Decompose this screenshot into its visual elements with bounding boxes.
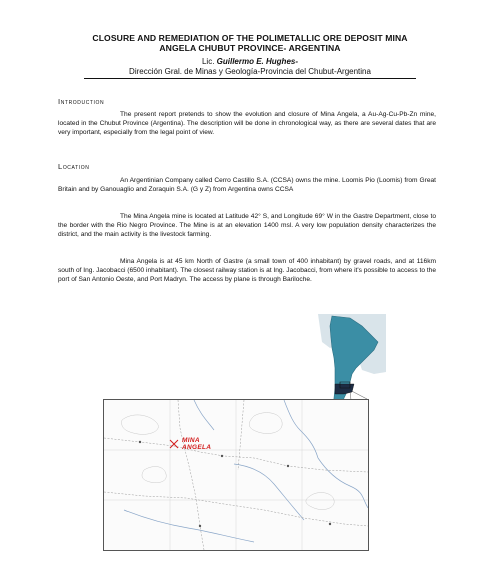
mine-label-line-2: ANGELA [182,444,212,451]
chubut-province-shape [335,384,354,394]
section-heading-introduction: Introduction [58,97,105,106]
affiliation: Dirección Gral. de Minas y Geología-Provincia del Chubut-Argentina [129,67,371,76]
location-paragraph-2: The Mina Angela mine is located at Latitude 42° S, and Longitude 69° W in the Gastre Department, close to the border with the Rio Negro Province. The Mine is at an elevation 1400 msl. A very low population density characterizes the district, and the main activity is the livestock farming. [58,213,436,239]
author-prefix: Lic. [201,57,217,66]
mine-label-line-1: MINA [182,437,200,444]
location-paragraph-3: Mina Angela is at 45 km North of Gastre (a small town of 400 inhabitant) by gravel roads, and at 116km south of Ing. Jacobacci (6500 inhabitant). The closest railway station is at Ing. Jacobacci, from where it's possible to access to the port of San Antonio Oeste, and Port Madryn. The access by plane is through Bariloche. [58,258,436,284]
author-line [60,57,440,67]
section-heading-location: Location [58,162,90,171]
document-title [60,33,440,53]
author-name: Guillermo E. Hughes- [216,57,298,66]
title-divider [84,78,416,79]
location-paragraph-1: An Argentinian Company called Cerro Castillo S.A. (CCSA) owns the mine. Loomis Pio (Loomis) from Great Britain and by Ganouaglio and Zoraquin S.A. (G y Z) from Argentina owns CCSA [58,177,436,194]
regional-map-canvas [104,400,368,550]
mine-label [182,437,211,451]
title-line-2: ANGELA CHUBUT PROVINCE- ARGENTINA [159,43,341,53]
title-line-1: CLOSURE AND REMEDIATION OF THE POLIMETALLIC ORE DEPOSIT MINA [92,33,408,43]
regional-location-map [103,399,369,551]
intro-paragraph: The present report pretends to show the evolution and closure of Mina Angela, a Au-Ag-Cu-Pb-Zn mine, located in the Chubut Province (Argentina). The description will be done in chronological way, as there are several dates that are very important, especially from the legal point of view. [58,111,436,137]
